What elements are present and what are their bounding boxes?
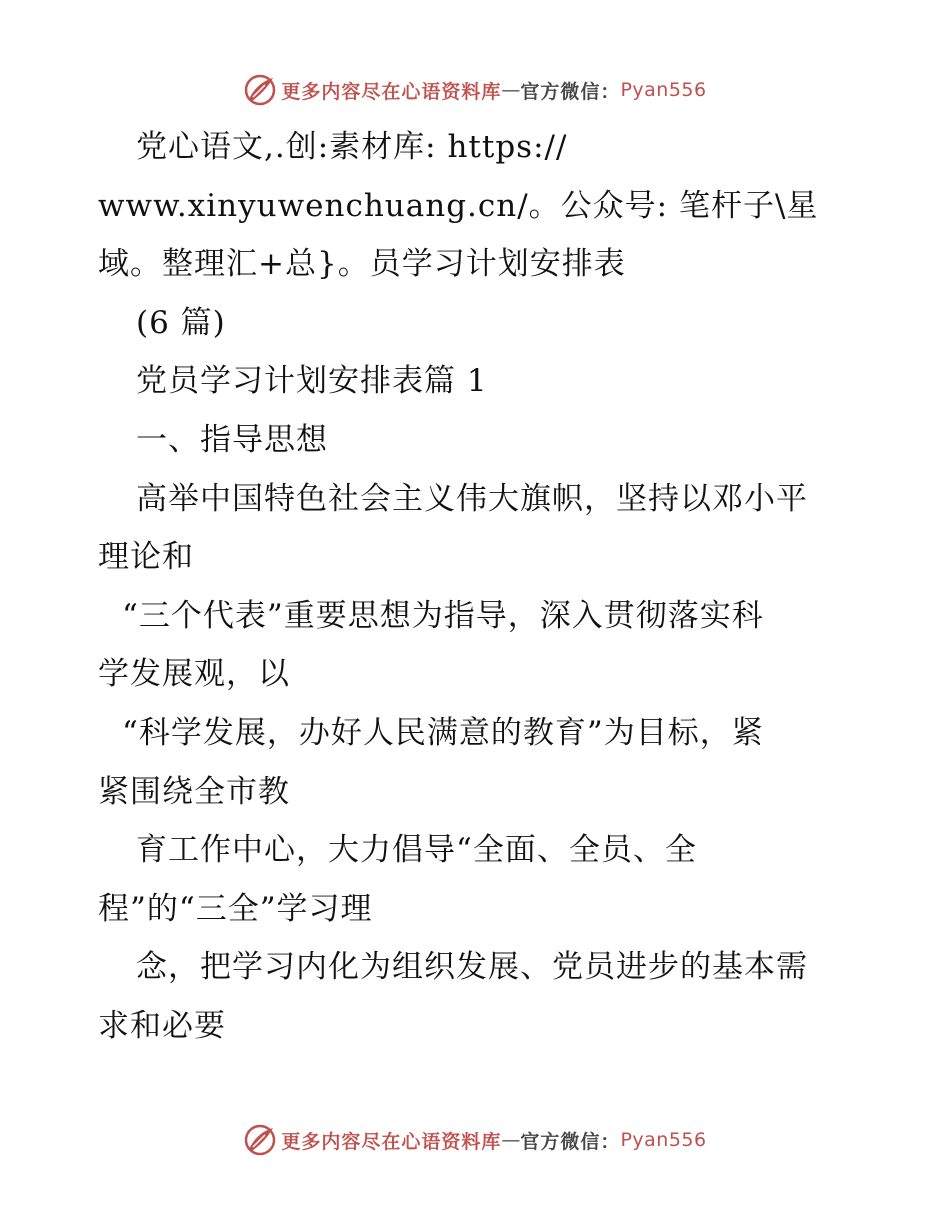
section-title: 党员学习计划安排表篇 1 (136, 363, 488, 400)
body-line: 学发展观，以 (98, 656, 290, 693)
body-line: 念，把学习内化为组织发展、党员进步的基本需 (136, 949, 808, 986)
body-line: 高举中国特色社会主义伟大旗帜，坚持以邓小平 (136, 480, 808, 517)
document-body (98, 118, 858, 1056)
body-line: “三个代表”重要思想为指导，深入贯彻落实科 (122, 597, 764, 634)
banner-wechat-label: 官方微信： (520, 80, 621, 103)
body-line: 党心语文,.创:素材库: https:// (136, 129, 568, 165)
body-line: “科学发展，办好人民满意的教育”为目标，紧 (122, 714, 764, 751)
banner-title: 更多内容尽在心语资料库 (281, 1130, 502, 1153)
banner-separator: — (501, 1129, 521, 1151)
body-line: 程”的“三全”学习理 (98, 890, 373, 927)
banner-separator: — (501, 79, 521, 101)
body-line: 求和必要 (98, 1007, 226, 1044)
footer-banner (0, 1118, 950, 1162)
pen-nib-logo-icon (243, 73, 277, 107)
banner-title: 更多内容尽在心语资料库 (281, 80, 502, 103)
body-line: www.xinyuwenchuang.cn/。公众号: 笔杆子\星 (98, 187, 819, 224)
banner-wechat-id: Pyan556 (620, 1129, 707, 1151)
banner-wechat-label: 官方微信： (520, 1130, 621, 1153)
body-line: (6 篇) (136, 304, 226, 341)
banner-wechat-id: Pyan556 (620, 79, 707, 101)
body-line: 育工作中心，大力倡导“全面、全员、全 (136, 832, 697, 869)
section-heading: 一、指导思想 (136, 421, 328, 458)
body-line: 理论和 (98, 539, 194, 576)
body-line: 域。整理汇+总}。员学习计划安排表 (98, 246, 626, 283)
header-banner (0, 68, 950, 112)
body-line: 紧围绕全市教 (98, 773, 290, 810)
pen-nib-logo-icon (243, 1123, 277, 1157)
